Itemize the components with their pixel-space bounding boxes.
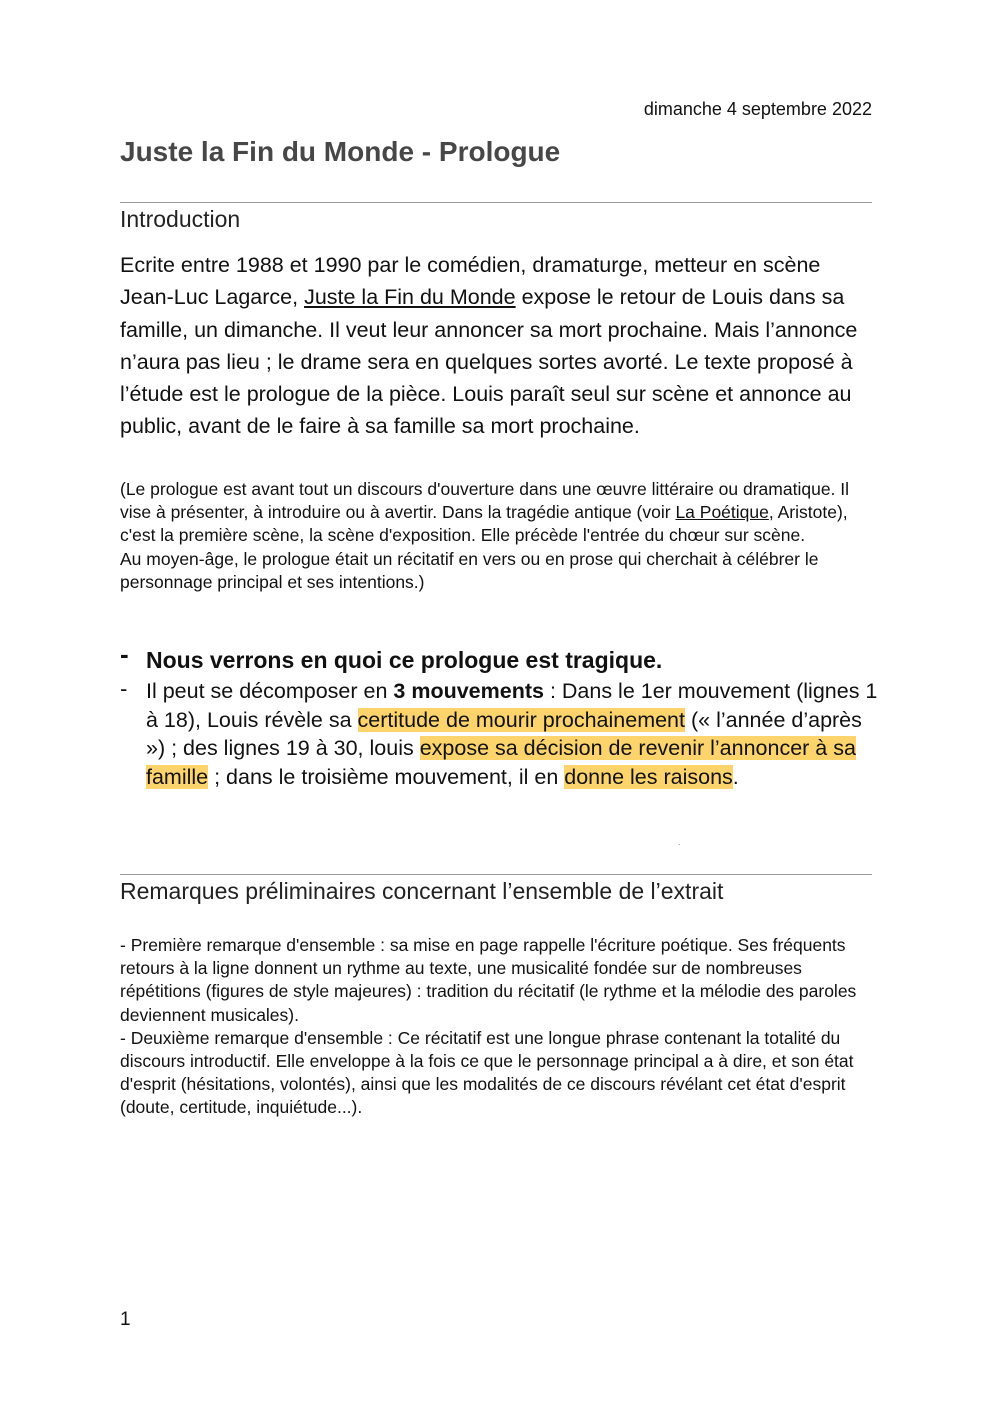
page-number: 1 (120, 1309, 131, 1330)
prologue-definition-note (120, 478, 872, 594)
highlight-raisons: donne les raisons (564, 764, 733, 789)
mouvements-text (146, 679, 877, 789)
mouvements-text-5: . (732, 764, 739, 789)
poetique-title-underlined: La Poétique (675, 502, 769, 523)
mouvements-text-1: Il peut se décomposer en (146, 679, 394, 703)
mouvements-text-3: (« l’année d’après ») ; des lignes 19 à 30, louis (146, 707, 862, 761)
mouvements-bold: 3 mouvements (393, 679, 544, 703)
mouvements-text-2: : Dans le 1er mouvement (lignes 1 à 18), Louis révèle sa (146, 679, 878, 732)
mouvements-text-4: ; dans le troisième mouvement, il en (208, 764, 565, 789)
note-text-part2: , Aristote), c'est la première scène, la scène d'exposition. Elle précède l'entrée du chœur sur scène. (120, 502, 848, 546)
note-text-line2: Au moyen-âge, le prologue était un récitatif en vers ou en prose qui cherchait à célébrer le personnage principal et ses intentions.) (120, 548, 819, 592)
section-divider-remarques (120, 874, 872, 875)
document-date: dimanche 4 septembre 2022 (643, 99, 872, 119)
problematique-list (120, 639, 880, 791)
page-title: Juste la Fin du Monde - Prologue (120, 136, 561, 167)
bullet-dash: - (120, 639, 129, 669)
remarque-1: - Première remarque d'ensemble : sa mise en page rappelle l'écriture poétique. Ses fréquents retours à la ligne donnent un rythme au texte, une musicalité fondée sur de nombreuses répétitions (figures de style majeures) : tradition du récitatif (le rythme et la mélodie des paroles deviennent musicales). (120, 935, 857, 1025)
introduction-paragraph (120, 249, 872, 443)
problematique-text: Nous verrons en quoi ce prologue est tragique. (146, 647, 663, 673)
work-title-underlined: Juste la Fin du Monde (304, 285, 516, 310)
remarque-2: - Deuxième remarque d'ensemble : Ce récitatif est une longue phrase contenant la totalité du discours introductif. Elle enveloppe à la fois ce que le personnage principal a à dire, et son état d'esprit (hésitations, volontés), ainsi que les modalités de ce discours révélant cet état d'esprit (doute, certitude, inquiétude...). (120, 1027, 854, 1118)
list-item-problematique (120, 639, 880, 676)
note-text-part1: (Le prologue est avant tout un discours d'ouverture dans une œuvre littéraire ou dramatique. Il vise à présenter, à introduire ou à avertir. Dans la tragédie antique (voir (120, 479, 850, 523)
section-heading-introduction: Introduction (120, 206, 241, 232)
stray-mark: . (678, 838, 681, 847)
intro-text-part2: expose le retour de Louis dans sa famille, un dimanche. Il veut leur annoncer sa mort prochaine. Mais l’annonce n’aura pas lieu ; le drame sera en quelques sortes avorté. Le texte proposé à l’étude est le prologue de la pièce. Louis paraît seul sur scène et annonce au public, avant de le faire à sa famille sa mort prochaine. (120, 285, 858, 439)
section-heading-remarques: Remarques préliminaires concernant l’ensemble de l’extrait (120, 878, 724, 904)
highlight-decision: expose sa décision de revenir l’annoncer à sa famille (146, 736, 856, 789)
section-divider-introduction (120, 202, 872, 203)
highlight-certitude: certitude de mourir prochainement (357, 707, 685, 732)
intro-text-part1: Ecrite entre 1988 et 1990 par le comédien, dramaturge, metteur en scène Jean-Luc Lagarce, (120, 253, 821, 310)
remarques-paragraph (120, 934, 872, 1120)
bullet-dash: - (120, 676, 128, 701)
list-item-mouvements (120, 677, 880, 791)
